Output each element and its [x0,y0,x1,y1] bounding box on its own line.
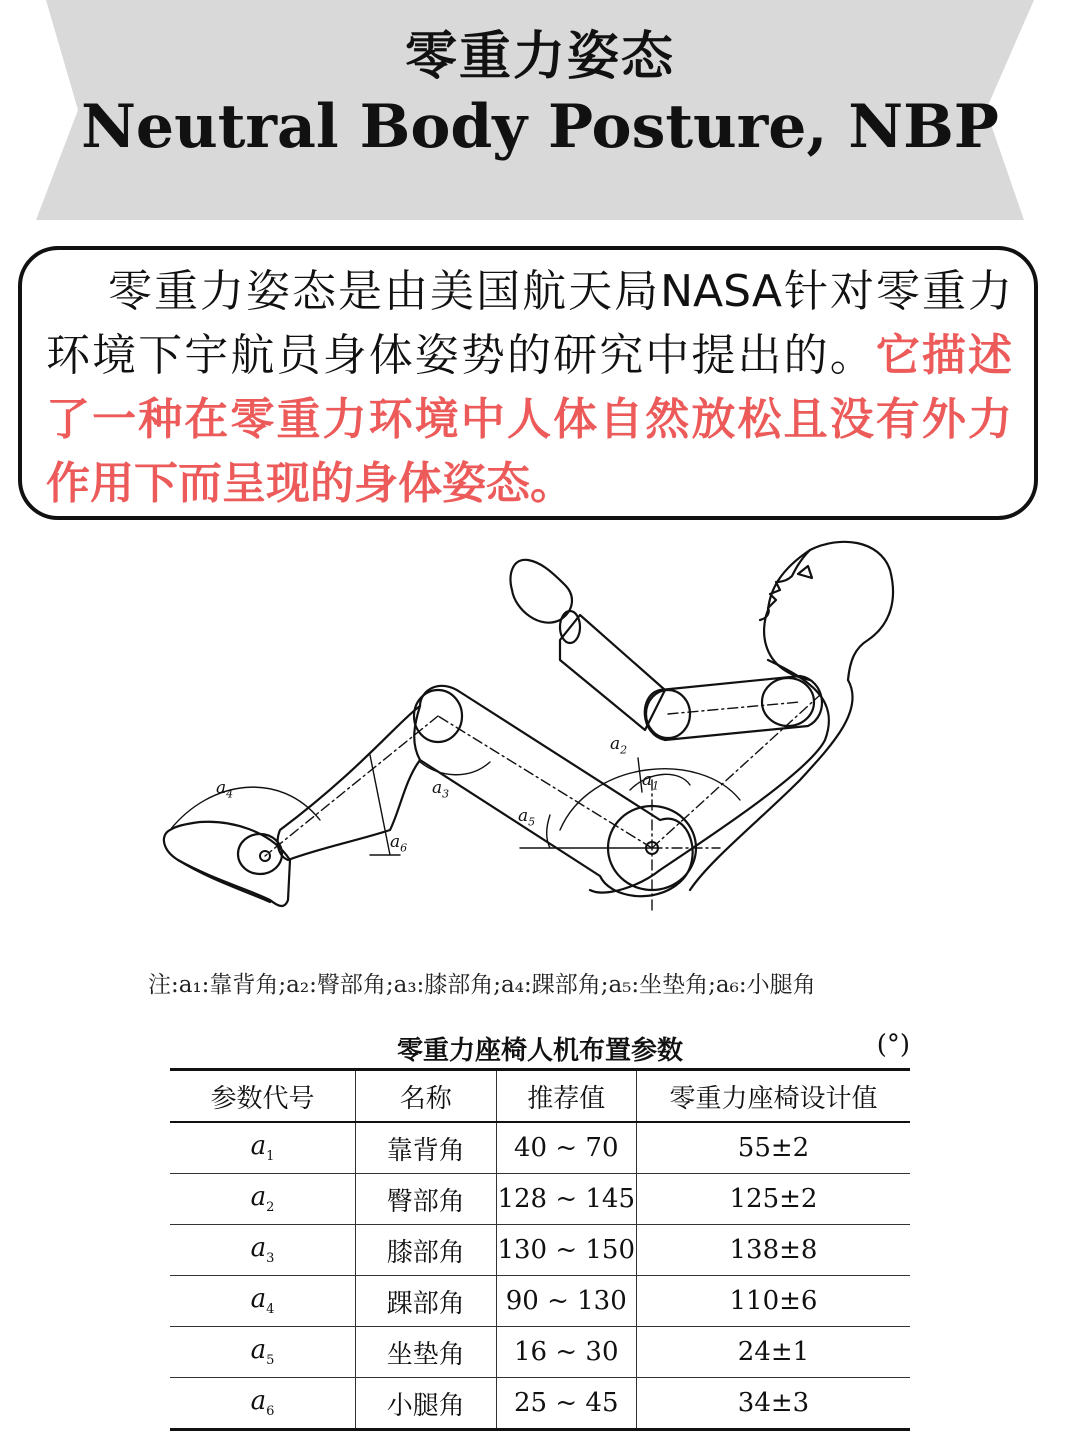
cell-code: $a_4$ [170,1276,356,1327]
cell-name: 臀部角 [356,1174,496,1225]
cell-code: $a_2$ [170,1174,356,1225]
table-unit: (°) [876,1030,910,1060]
figure-note: 注:a₁:靠背角;a₂:臀部角;a₃:膝部角;a₄:踝部角;a₅:坐垫角;a₆:小腿角 [148,972,816,998]
cell-recommended: 40 ~ 70 [496,1122,637,1174]
torso-outline [590,660,829,893]
cell-recommended: 25 ~ 45 [496,1378,637,1430]
cell-name: 靠背角 [356,1122,496,1174]
parameter-table [170,1068,910,1431]
cell-design: 55±2 [637,1122,911,1174]
cell-recommended: 128 ~ 145 [496,1174,637,1225]
table-row [170,1122,910,1174]
hand [511,560,572,623]
angle-label-a1: $a_1$ [642,770,660,793]
cell-name: 膝部角 [356,1225,496,1276]
page-title-chinese: 零重力姿态 [404,27,675,87]
angle-label-a2: $a_2$ [610,734,628,757]
head-outline [764,542,893,680]
header-code: 参数代号 [170,1070,356,1123]
cell-name: 坐垫角 [356,1327,496,1378]
page-title-english: Neutral Body Posture, NBP [81,92,999,162]
cell-code: $a_6$ [170,1378,356,1430]
cell-code: $a_1$ [170,1122,356,1174]
forearm [560,615,665,730]
cell-design: 138±8 [637,1225,911,1276]
face-profile [760,550,810,620]
cell-code: $a_5$ [170,1327,356,1378]
angle-label-a3: $a_3$ [432,778,450,801]
cell-code: $a_3$ [170,1225,356,1276]
title-banner [0,0,1080,222]
table-row [170,1327,910,1378]
ear [798,566,812,578]
intro-highlight-text: 它描述了一种在零重力环境中人体自然放松且没有外力作用下而呈现的身体姿态。 [46,330,1013,509]
cell-design: 24±1 [637,1327,911,1378]
posture-diagram [120,530,960,930]
cell-design: 34±3 [637,1378,911,1430]
intro-text-box [18,246,1038,520]
header-recommended: 推荐值 [496,1070,637,1123]
cell-name: 踝部角 [356,1276,496,1327]
cell-name: 小腿角 [356,1378,496,1430]
posture-drawing [120,530,960,930]
angle-label-a4: $a_4$ [216,778,234,801]
header-design: 零重力座椅设计值 [637,1070,911,1123]
table-title [170,1030,910,1066]
shoulder-joint [762,678,814,726]
cell-recommended: 16 ~ 30 [496,1327,637,1378]
cell-design: 110±6 [637,1276,911,1327]
header-name: 名称 [356,1070,496,1123]
angle-label-a6: $a_6$ [390,832,408,855]
angle-arc-a1 [630,774,690,790]
table-row [170,1378,910,1430]
cell-design: 125±2 [637,1174,911,1225]
table-row [170,1225,910,1276]
table-row [170,1174,910,1225]
angle-label-a5: $a_5$ [518,806,536,829]
cell-recommended: 130 ~ 150 [496,1225,637,1276]
table-row [170,1276,910,1327]
cell-recommended: 90 ~ 130 [496,1276,637,1327]
table-header-row [170,1070,910,1123]
angle-arc-a3 [420,762,490,775]
intro-text: 零重力姿态是由美国航天局NASA针对零重力环境下宇航员身体姿势的研究中提出的。 [46,266,1012,381]
table-caption: 零重力座椅人机布置参数 [396,1036,683,1066]
